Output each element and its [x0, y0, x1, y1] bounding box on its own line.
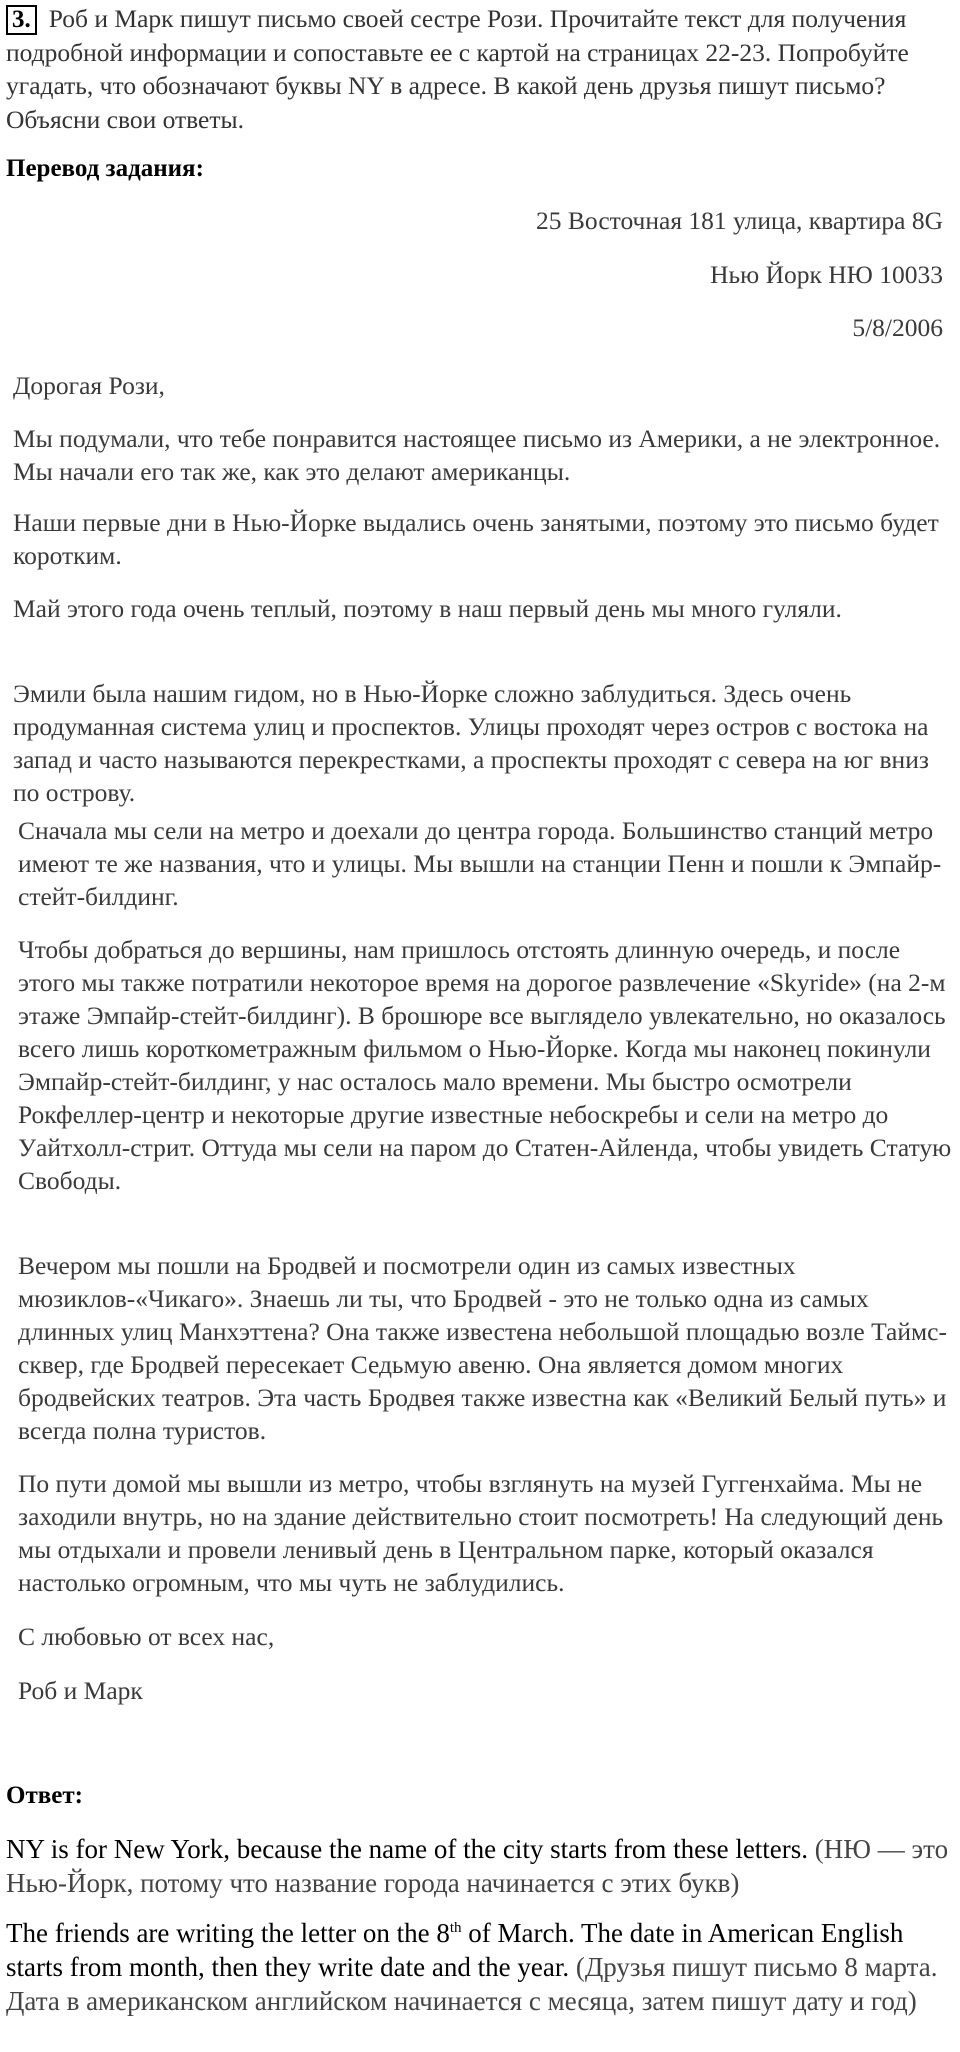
letter-paragraph: По пути домой мы вышли из метро, чтобы взглянуть на музей Гуггенхайма. Мы не заходили внутрь, но на здание действительно стоит посмотреть! На следующий день мы отдыхали и провели ленивый день в Центральном парке, который оказался настолько огромным, что мы чуть не заблудились. [18, 1469, 944, 1597]
answer-1-russian: (НЮ — это Нью-Йорк, потому что название города начинается с этих букв) [6, 1834, 949, 1898]
task-text: Роб и Марк пишут письмо своей сестре Рози. Прочитайте текст для получения подробной информации и сопоставьте ее с картой на страницах 22-23. Попробуйте угадать, что обозначают буквы NY в адресе. В какой день друзья пишут письмо? Объясни свои ответы. [6, 4, 909, 134]
answer-1 [6, 1832, 956, 1900]
letter-paragraph: Май этого года очень теплый, поэтому в наш первый день мы много гуляли. [13, 594, 842, 623]
letter-paragraph: Вечером мы пошли на Бродвей и посмотрели один из самых известных мюзиклов-«Чикаго». Знаешь ли ты, что Бродвей - это не только одна из самых длинных улиц Манхэттена? Она также известена небольшой площадью возле Таймс-сквер, где Бродвей пересекает Седьмую авеню. Она является домом многих бродвейских театров. Эта часть Бродвея также известна как «Великий Белый путь» и всегда полна туристов. [18, 1251, 947, 1445]
answer-2-english-end: of March. The date in American English starts from month, then they write date and the year. [6, 1918, 904, 1982]
address-line-1: 25 Восточная 181 улица, квартира 8G [536, 206, 943, 235]
answer-2-english-start: The friends are writing the letter on the 8 [6, 1918, 450, 1948]
answer-heading: Ответ: [6, 1782, 83, 1809]
letter-paragraph: Мы подумали, что тебе понравится настоящее письмо из Америки, а не электронное. Мы начали его так же, как это делают американцы. [13, 424, 941, 486]
task-number: 3. [6, 5, 37, 35]
letter-paragraph: Сначала мы сели на метро и доехали до центра города. Большинство станций метро имеют те же названия, что и улицы. Мы вышли на станции Пенн и пошли к Эмпайр-стейт-билдинг. [18, 816, 942, 911]
letter-greeting: Дорогая Рози, [13, 371, 165, 400]
letter-paragraph: Наши первые дни в Нью-Йорке выдались очень занятыми, поэтому это письмо будет коротким. [13, 508, 939, 570]
letter-date: 5/8/2006 [852, 313, 943, 342]
letter-paragraph: Эмили была нашим гидом, но в Нью-Йорке сложно заблудиться. Здесь очень продуманная система улиц и проспектов. Улицы проходят через остров с востока на запад и часто называются перекрестками, а проспекты проходят с севера на юг вниз по острову. [13, 679, 929, 807]
translation-heading: Перевод задания: [6, 155, 204, 182]
letter-signature: Роб и Марк [18, 1676, 143, 1705]
answer-1-english: NY is for New York, because the name of the city starts from these letters. [6, 1834, 809, 1864]
answer-2 [6, 1916, 956, 2018]
letter-closing: С любовью от всех нас, [18, 1622, 275, 1651]
letter-paragraph: Чтобы добраться до вершины, нам пришлось отстоять длинную очередь, и после этого мы также потратили некоторое время на дорогое развлечение «Skyride» (на 2-м этаже Эмпайр-стейт-билдинг). В брошюре все выглядело увлекательно, но оказалось всего лишь короткометражным фильмом о Нью-Йорке. Когда мы наконец покинули Эмпайр-стейт-билдинг, у нас осталось мало времени. Мы быстро осмотрели Рокфеллер-центр и некоторые другие известные небоскребы и сели на метро до Уайтхолл-стрит. Оттуда мы сели на паром до Статен-Айленда, чтобы увидеть Статую Свободы. [18, 935, 952, 1195]
answer-2-ordinal-suffix: th [449, 1920, 462, 1936]
task-statement [6, 2, 954, 136]
address-line-2: Нью Йорк НЮ 10033 [710, 260, 943, 289]
answer-2-russian: (Друзья пишут письмо 8 марта. Дата в американском английском начинается с месяца, затем пишут дату и год) [6, 1952, 938, 2016]
